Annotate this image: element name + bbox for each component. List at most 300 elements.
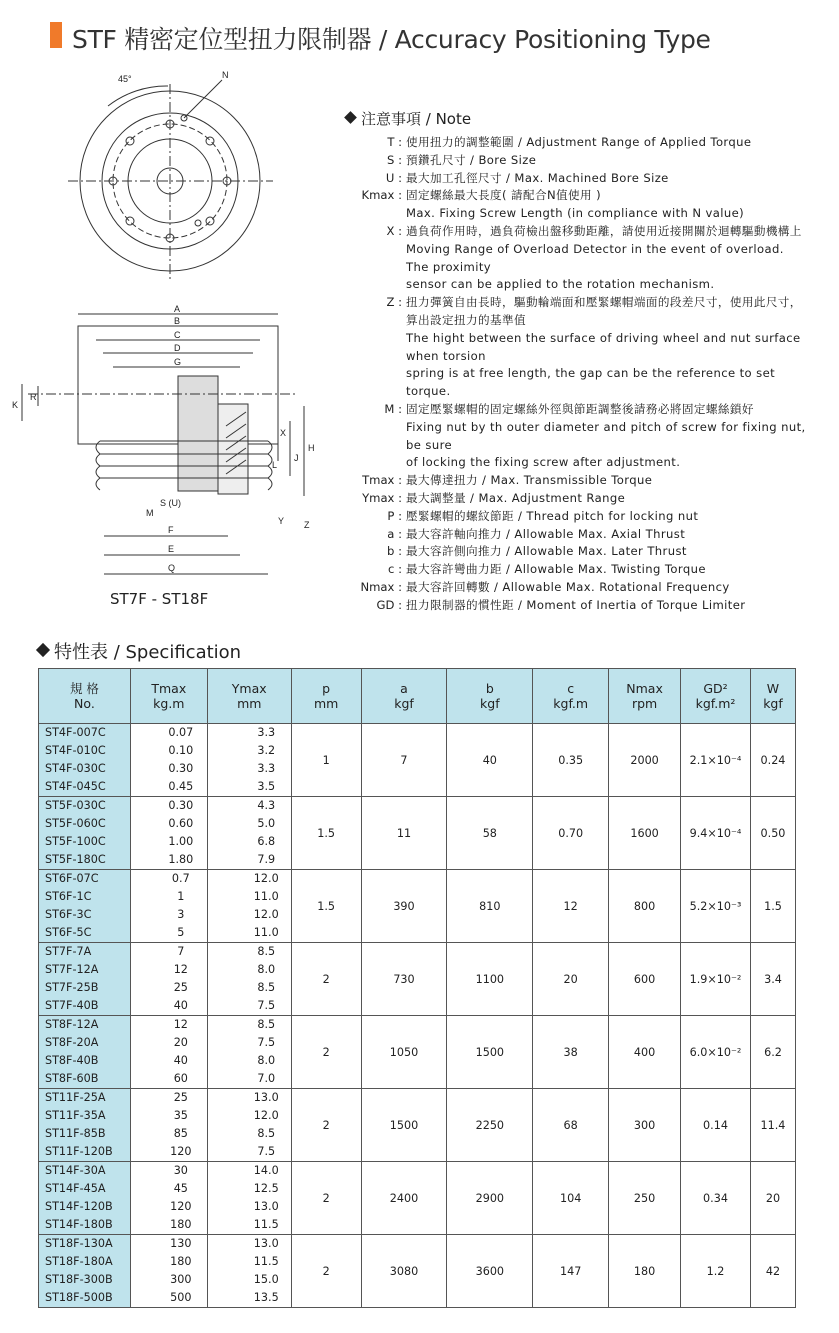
tmax-cell-value: 180 (170, 1255, 192, 1268)
note-item (340, 526, 810, 544)
spec-group-row (39, 1162, 796, 1235)
note-key: U : (385, 170, 402, 185)
note-text (406, 152, 810, 170)
spec-header-cell (207, 669, 291, 724)
ymax-cell-value: 8.0 (257, 1054, 276, 1067)
drawing-label-e: E (168, 544, 175, 554)
tmax-cell (130, 1162, 207, 1235)
note-item (340, 561, 810, 579)
header-label: b (485, 681, 494, 696)
a-cell: 3080 (361, 1235, 447, 1308)
drawing-label-l: L (272, 460, 278, 470)
b-cell: 3600 (447, 1235, 533, 1308)
w-cell: 1.5 (750, 870, 795, 943)
ymax-cell-value: 8.5 (257, 945, 276, 958)
header-unit: kgf (394, 696, 414, 711)
ymax-cell-value: 3.3 (257, 726, 276, 739)
ymax-cell-value: 8.5 (257, 1018, 276, 1031)
drawing-label-r: R (30, 392, 37, 402)
tmax-cell-value: 130 (170, 1237, 192, 1250)
header-unit: No. (74, 696, 95, 711)
spec-header-cell (533, 669, 609, 724)
p-cell: 2 (291, 1162, 361, 1235)
model-cell-value: ST4F-010C (45, 744, 106, 757)
model-cell-value: ST6F-5C (45, 926, 92, 939)
w-cell: 11.4 (750, 1089, 795, 1162)
note-item (340, 597, 810, 615)
model-cell (39, 1016, 131, 1089)
note-line: 壓緊螺帽的螺紋節距 / Thread pitch for locking nut (406, 508, 699, 523)
note-item (340, 490, 810, 508)
c-cell: 0.35 (533, 724, 609, 797)
ymax-cell-value: 13.5 (253, 1291, 279, 1304)
c-cell: 20 (533, 943, 609, 1016)
header-label: Tmax (151, 681, 187, 696)
ymax-cell (207, 1089, 291, 1162)
note-item (340, 294, 810, 401)
spec-header-cell (361, 669, 447, 724)
spec-header-cell (609, 669, 681, 724)
tmax-cell-value: 30 (173, 1164, 188, 1177)
spec-group-row (39, 943, 796, 1016)
tmax-cell-value: 0.60 (168, 817, 194, 830)
diamond-bullet-icon (36, 643, 50, 657)
b-cell: 810 (447, 870, 533, 943)
tmax-cell-value: 0.10 (168, 744, 194, 757)
nmax-cell: 600 (609, 943, 681, 1016)
note-line: 最大容許回轉數 / Allowable Max. Rotational Frequency (406, 579, 730, 594)
note-key: X : (386, 223, 402, 238)
tmax-cell-value: 12 (173, 1018, 188, 1031)
tmax-cell-value: 7 (177, 945, 185, 958)
drawing-label-x: X (280, 428, 287, 438)
b-cell: 2900 (447, 1162, 533, 1235)
tmax-cell-value: 0.7 (171, 872, 190, 885)
ymax-cell (207, 797, 291, 870)
model-cell (39, 1235, 131, 1308)
model-cell (39, 943, 131, 1016)
note-line: of locking the fixing screw after adjustment. (406, 455, 681, 470)
model-cell-value: ST5F-030C (45, 799, 106, 812)
ymax-cell-value: 12.0 (253, 908, 279, 921)
note-key: b : (387, 544, 402, 559)
p-cell: 1.5 (291, 870, 361, 943)
note-key: Z : (386, 295, 402, 310)
ymax-cell-value: 3.5 (257, 780, 276, 793)
tmax-cell-value: 1 (177, 890, 185, 903)
drawing-label-d: D (174, 343, 181, 353)
spec-table (38, 668, 796, 1308)
header-label: a (400, 681, 408, 696)
note-text (406, 543, 810, 561)
ymax-cell-value: 13.0 (253, 1200, 279, 1213)
tmax-cell-value: 60 (173, 1072, 188, 1085)
nmax-cell: 800 (609, 870, 681, 943)
tmax-cell-value: 25 (173, 1091, 188, 1104)
ymax-cell-value: 7.0 (257, 1072, 276, 1085)
ymax-cell-value: 8.5 (257, 981, 276, 994)
ymax-cell-value: 7.9 (257, 853, 276, 866)
p-cell: 2 (291, 1089, 361, 1162)
note-key: Nmax : (360, 579, 402, 594)
header-label: Ymax (231, 681, 267, 696)
drawing-label-m: M (146, 508, 154, 518)
model-cell-value: ST5F-180C (45, 853, 106, 866)
p-cell: 1 (291, 724, 361, 797)
ymax-cell (207, 870, 291, 943)
model-cell-value: ST11F-120B (45, 1145, 113, 1158)
a-cell: 1500 (361, 1089, 447, 1162)
ymax-cell-value: 8.5 (257, 1127, 276, 1140)
tmax-cell-value: 45 (173, 1182, 188, 1195)
model-cell-value: ST18F-300B (45, 1273, 113, 1286)
tmax-cell (130, 724, 207, 797)
tmax-cell-value: 3 (177, 908, 185, 921)
ymax-cell-value: 6.8 (257, 835, 276, 848)
drawing-label-n: N (222, 70, 229, 80)
header-unit: kgf (763, 696, 783, 711)
model-cell-value: ST7F-25B (45, 981, 99, 994)
gd-cell: 0.14 (681, 1089, 751, 1162)
a-cell: 730 (361, 943, 447, 1016)
gd-cell: 2.1×10⁻⁴ (681, 724, 751, 797)
header-label: Nmax (626, 681, 663, 696)
ymax-cell (207, 943, 291, 1016)
tmax-cell-value: 1.80 (168, 853, 194, 866)
drawing-label-a: A (174, 304, 181, 314)
tmax-cell (130, 797, 207, 870)
note-line: 使用扭力的調整範圍 / Adjustment Range of Applied Torque (406, 135, 752, 149)
tmax-cell (130, 1089, 207, 1162)
note-line: 最大容許彎曲力距 / Allowable Max. Twisting Torque (406, 562, 706, 577)
page-title: STF 精密定位型扭力限制器 / Accuracy Positioning Type (72, 25, 711, 54)
title-accent-bar (50, 22, 62, 48)
note-key: Tmax : (362, 473, 402, 488)
drawing-label-b: B (174, 316, 181, 326)
model-cell-value: ST6F-3C (45, 908, 92, 921)
c-cell: 147 (533, 1235, 609, 1308)
note-line: 最大容許軸向推力 / Allowable Max. Axial Thrust (406, 526, 686, 541)
spec-group-row (39, 1235, 796, 1308)
note-line: 過負荷作用時，過負荷檢出盤移動距離，請使用近接開關於迴轉驅動機構上 (406, 223, 802, 238)
header-unit: kgf.m (553, 696, 589, 711)
a-cell: 390 (361, 870, 447, 943)
spec-header-cell (39, 669, 131, 724)
gd-cell: 5.2×10⁻³ (681, 870, 751, 943)
gd-cell: 0.34 (681, 1162, 751, 1235)
tmax-cell-value: 0.45 (168, 780, 194, 793)
note-line: 預鑽孔尺寸 / Bore Size (406, 152, 537, 167)
model-cell-value: ST8F-60B (45, 1072, 99, 1085)
w-cell: 6.2 (750, 1016, 795, 1089)
header-label: GD² (703, 681, 728, 696)
note-key: Ymax : (362, 490, 402, 505)
note-line: spring is at free length, the gap can be the reference to set torque. (406, 366, 776, 399)
a-cell: 7 (361, 724, 447, 797)
drawing-label-c: C (174, 330, 181, 340)
note-item (340, 170, 810, 188)
tmax-cell-value: 35 (173, 1109, 188, 1122)
model-cell-value: ST11F-25A (45, 1091, 106, 1104)
tmax-cell-value: 85 (173, 1127, 188, 1140)
model-cell-value: ST4F-007C (45, 726, 106, 739)
spec-header-cell (750, 669, 795, 724)
model-cell-value: ST6F-07C (45, 872, 99, 885)
note-item (340, 134, 810, 152)
ymax-cell-value: 5.0 (257, 817, 276, 830)
model-cell-value: ST8F-20A (45, 1036, 99, 1049)
tmax-cell-value: 5 (177, 926, 185, 939)
ymax-cell-value: 12.0 (253, 872, 279, 885)
tmax-cell-value: 40 (173, 999, 188, 1012)
spec-group-row (39, 870, 796, 943)
w-cell: 0.50 (750, 797, 795, 870)
note-key: T : (387, 135, 402, 149)
drawing-label-z: Z (304, 520, 310, 530)
ymax-cell-value: 11.5 (253, 1218, 279, 1231)
drawing-label-s: S (U) (160, 498, 181, 508)
model-cell-value: ST5F-100C (45, 835, 106, 848)
nmax-cell: 300 (609, 1089, 681, 1162)
nmax-cell: 250 (609, 1162, 681, 1235)
diamond-bullet-icon (344, 111, 357, 124)
p-cell: 1.5 (291, 797, 361, 870)
note-key: a : (387, 526, 402, 541)
header-unit: kg.m (153, 696, 185, 711)
b-cell: 1100 (447, 943, 533, 1016)
tmax-cell-value: 500 (170, 1291, 192, 1304)
model-cell (39, 797, 131, 870)
model-cell-value: ST18F-130A (45, 1237, 113, 1250)
ymax-cell (207, 1235, 291, 1308)
b-cell: 1500 (447, 1016, 533, 1089)
ymax-cell (207, 1162, 291, 1235)
spec-group-row (39, 1016, 796, 1089)
p-cell: 2 (291, 943, 361, 1016)
drawing-label-angle: 45° (118, 74, 132, 84)
model-cell-value: ST18F-500B (45, 1291, 113, 1304)
model-cell-value: ST4F-030C (45, 762, 106, 775)
note-line: 扭力限制器的慣性距 / Moment of Inertia of Torque Limiter (406, 597, 746, 612)
note-line: Fixing nut by th outer diameter and pitch of screw for fixing nut, be sure (406, 419, 806, 452)
spec-group-row (39, 724, 796, 797)
tmax-cell-value: 1.00 (168, 835, 194, 848)
nmax-cell: 2000 (609, 724, 681, 797)
model-cell (39, 870, 131, 943)
p-cell: 2 (291, 1235, 361, 1308)
c-cell: 38 (533, 1016, 609, 1089)
drawing-label-f: F (168, 525, 174, 535)
model-cell-value: ST4F-045C (45, 780, 106, 793)
ymax-cell-value: 7.5 (257, 1036, 276, 1049)
note-line: sensor can be applied to the rotation mechanism. (406, 277, 715, 292)
note-text (406, 526, 810, 544)
note-text (406, 134, 810, 152)
spec-header-cell (130, 669, 207, 724)
a-cell: 2400 (361, 1162, 447, 1235)
tmax-cell-value: 180 (170, 1218, 192, 1231)
model-cell (39, 1162, 131, 1235)
note-item (340, 223, 810, 294)
drawing-label-k: K (12, 400, 19, 410)
model-cell-value: ST5F-060C (45, 817, 106, 830)
ymax-cell-value: 12.0 (253, 1109, 279, 1122)
header-label: 規 格 (69, 681, 99, 696)
spec-header-cell (291, 669, 361, 724)
tmax-cell-value: 0.30 (168, 762, 194, 775)
model-cell-value: ST8F-12A (45, 1018, 99, 1031)
model-cell-value: ST14F-180B (45, 1218, 113, 1231)
note-key: P : (387, 508, 402, 523)
c-cell: 0.70 (533, 797, 609, 870)
note-text (406, 294, 810, 401)
w-cell: 3.4 (750, 943, 795, 1016)
spec-header-cell (447, 669, 533, 724)
w-cell: 42 (750, 1235, 795, 1308)
spec-header-row (39, 669, 796, 724)
tmax-cell-value: 12 (173, 963, 188, 976)
model-cell (39, 1089, 131, 1162)
header-unit: rpm (631, 696, 658, 711)
ymax-cell-value: 4.3 (257, 799, 276, 812)
note-key: Kmax : (361, 188, 402, 203)
note-line: 扭力彈簧自由長時，驅動輪端面和壓緊螺帽端面的段差尺寸，使用此尺寸，算出設定扭力的基準值 (406, 295, 802, 327)
model-cell-value: ST7F-7A (45, 945, 92, 958)
header-label: c (567, 681, 575, 696)
note-line: Moving Range of Overload Detector in the event of overload. The proximity (406, 241, 784, 274)
ymax-cell-value: 11.5 (253, 1255, 279, 1268)
c-cell: 68 (533, 1089, 609, 1162)
ymax-cell-value: 15.0 (253, 1273, 279, 1286)
tmax-cell-value: 0.30 (168, 799, 194, 812)
spec-group-row (39, 797, 796, 870)
spec-header-cell (681, 669, 751, 724)
note-text (406, 579, 810, 597)
ymax-cell-value: 7.5 (257, 999, 276, 1012)
ymax-cell-value: 3.3 (257, 762, 276, 775)
model-cell-value: ST11F-35A (45, 1109, 106, 1122)
note-item (340, 187, 810, 223)
model-cell-value: ST8F-40B (45, 1054, 99, 1067)
tmax-cell-value: 0.07 (168, 726, 194, 739)
note-text (406, 401, 810, 472)
drawing-label-y: Y (278, 516, 285, 526)
note-item (340, 543, 810, 561)
note-line: 最大加工孔徑尺寸 / Max. Machined Bore Size (406, 170, 669, 185)
ymax-cell (207, 1016, 291, 1089)
model-cell-value: ST6F-1C (45, 890, 92, 903)
tmax-cell (130, 870, 207, 943)
a-cell: 1050 (361, 1016, 447, 1089)
c-cell: 12 (533, 870, 609, 943)
header-unit: mm (313, 696, 339, 711)
w-cell: 20 (750, 1162, 795, 1235)
spec-group-row (39, 1089, 796, 1162)
model-cell-value: ST18F-180A (45, 1255, 113, 1268)
model-cell-value: ST14F-45A (45, 1182, 106, 1195)
ymax-cell-value: 13.0 (253, 1237, 279, 1250)
ymax-cell-value: 7.5 (257, 1145, 276, 1158)
note-item (340, 579, 810, 597)
note-text (406, 508, 810, 526)
note-line: 最大調整量 / Max. Adjustment Range (406, 490, 626, 505)
tmax-cell-value: 300 (170, 1273, 192, 1286)
note-heading: 注意事項 / Note (346, 108, 471, 129)
tmax-cell-value: 20 (173, 1036, 188, 1049)
note-line: 固定壓緊螺帽的固定螺絲外徑與節距調整後請務必將固定螺絲鎖好 (406, 401, 754, 416)
drawing-caption: ST7F - ST18F (110, 590, 209, 608)
tmax-cell (130, 1016, 207, 1089)
model-cell-value: ST14F-120B (45, 1200, 113, 1213)
nmax-cell: 1600 (609, 797, 681, 870)
note-text (406, 187, 810, 223)
drawing-label-q: Q (168, 563, 176, 573)
note-text (406, 490, 810, 508)
note-item (340, 508, 810, 526)
model-cell-value: ST11F-85B (45, 1127, 106, 1140)
header-label: W (766, 681, 780, 696)
drawing-label-h: H (308, 443, 315, 453)
model-cell-value: ST14F-30A (45, 1164, 106, 1177)
b-cell: 58 (447, 797, 533, 870)
nmax-cell: 400 (609, 1016, 681, 1089)
b-cell: 2250 (447, 1089, 533, 1162)
spec-heading: 特性表 / Specification (38, 638, 241, 664)
header-unit: kgf (480, 696, 500, 711)
ymax-cell-value: 13.0 (253, 1091, 279, 1104)
c-cell: 104 (533, 1162, 609, 1235)
nmax-cell: 180 (609, 1235, 681, 1308)
note-item (340, 472, 810, 490)
note-line: The hight between the surface of driving wheel and nut surface when torsion (406, 330, 801, 363)
drawing-label-j: J (294, 453, 299, 463)
model-cell-value: ST7F-40B (45, 999, 99, 1012)
note-key: S : (387, 152, 402, 167)
w-cell: 0.24 (750, 724, 795, 797)
gd-cell: 9.4×10⁻⁴ (681, 797, 751, 870)
note-text (406, 223, 810, 294)
note-list (340, 134, 810, 615)
note-line: 最大容許側向推力 / Allowable Max. Later Thrust (406, 544, 687, 559)
ymax-cell-value: 12.5 (253, 1182, 279, 1195)
tmax-cell-value: 120 (170, 1145, 192, 1158)
gd-cell: 6.0×10⁻² (681, 1016, 751, 1089)
header-unit: mm (237, 696, 262, 711)
model-cell (39, 724, 131, 797)
note-line: 最大傳達扭力 / Max. Transmissible Torque (406, 473, 653, 488)
ymax-cell-value: 3.2 (257, 744, 276, 757)
ymax-cell-value: 14.0 (253, 1164, 279, 1177)
note-key: GD : (376, 597, 402, 612)
gd-cell: 1.2 (681, 1235, 751, 1308)
tmax-cell (130, 1235, 207, 1308)
note-key: M : (384, 401, 402, 416)
drawing-label-g: G (174, 357, 182, 367)
note-text (406, 170, 810, 188)
gd-cell: 1.9×10⁻² (681, 943, 751, 1016)
a-cell: 11 (361, 797, 447, 870)
header-label: p (322, 681, 331, 696)
tmax-cell-value: 40 (173, 1054, 188, 1067)
note-key: c : (388, 562, 402, 577)
note-text (406, 561, 810, 579)
tmax-cell-value: 120 (170, 1200, 192, 1213)
note-line: 固定螺絲最大長度( 請配合N值使用 ) (406, 188, 602, 203)
p-cell: 2 (291, 1016, 361, 1089)
ymax-cell-value: 11.0 (253, 926, 279, 939)
note-line: Max. Fixing Screw Length (in compliance with N value) (406, 206, 745, 221)
header-unit: kgf.m² (695, 696, 736, 711)
